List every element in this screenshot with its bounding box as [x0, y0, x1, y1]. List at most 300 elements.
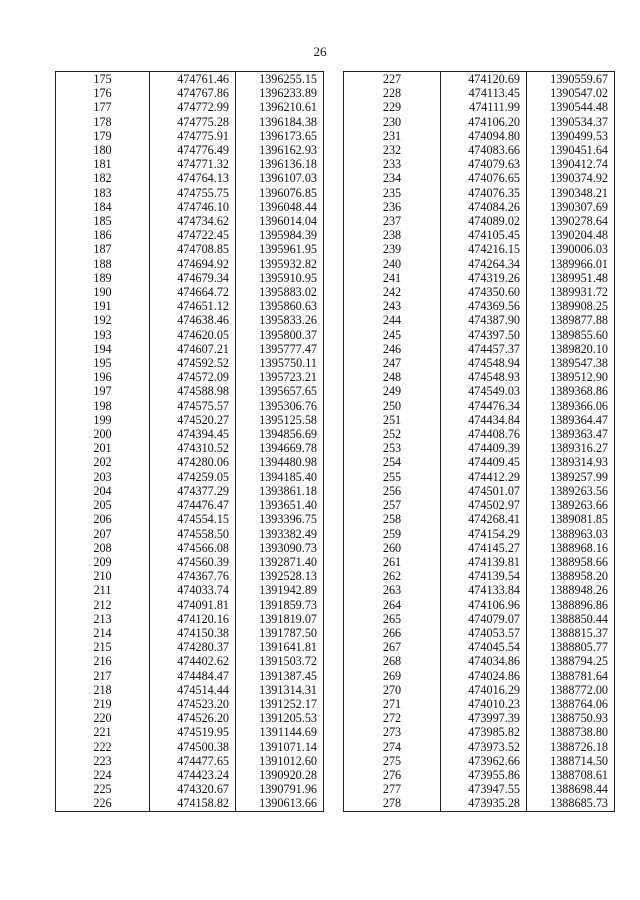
table-row [56, 484, 324, 498]
point-number-cell: 215 [56, 640, 150, 654]
point-number-cell: 227 [344, 72, 441, 87]
x-coordinate-cell: 474575.57 [150, 399, 236, 413]
point-number-cell: 261 [344, 555, 441, 569]
table-row [56, 441, 324, 455]
x-coordinate-cell: 474402.62 [150, 654, 236, 668]
table-row [56, 257, 324, 271]
y-coordinate-cell: 1396162.93 [236, 143, 324, 157]
point-number-cell: 177 [56, 100, 150, 114]
table-row [344, 370, 615, 384]
y-coordinate-cell: 1389363.47 [527, 427, 615, 441]
x-coordinate-cell: 474045.54 [441, 640, 527, 654]
y-coordinate-cell: 1395932.82 [236, 257, 324, 271]
point-number-cell: 235 [344, 186, 441, 200]
x-coordinate-cell: 474367.76 [150, 569, 236, 583]
point-number-cell: 212 [56, 598, 150, 612]
table-row [344, 171, 615, 185]
x-coordinate-cell: 474079.07 [441, 612, 527, 626]
x-coordinate-cell: 474105.45 [441, 228, 527, 242]
point-number-cell: 208 [56, 541, 150, 555]
x-coordinate-cell: 474708.85 [150, 242, 236, 256]
y-coordinate-cell: 1395910.95 [236, 271, 324, 285]
x-coordinate-cell: 474514.44 [150, 683, 236, 697]
table-row [56, 72, 324, 87]
y-coordinate-cell: 1395984.39 [236, 228, 324, 242]
y-coordinate-cell: 1389820.10 [527, 342, 615, 356]
x-coordinate-cell: 474588.98 [150, 384, 236, 398]
table-row [56, 413, 324, 427]
table-row [56, 612, 324, 626]
y-coordinate-cell: 1388764.06 [527, 697, 615, 711]
table-row [56, 100, 324, 114]
table-row [56, 143, 324, 157]
table-row [344, 598, 615, 612]
x-coordinate-cell: 474548.93 [441, 370, 527, 384]
table-row [344, 512, 615, 526]
table-row [344, 242, 615, 256]
y-coordinate-cell: 1395883.02 [236, 285, 324, 299]
point-number-cell: 234 [344, 171, 441, 185]
x-coordinate-cell: 474397.50 [441, 328, 527, 342]
x-coordinate-cell: 474053.57 [441, 626, 527, 640]
point-number-cell: 179 [56, 129, 150, 143]
y-coordinate-cell: 1395800.37 [236, 328, 324, 342]
x-coordinate-cell: 474607.21 [150, 342, 236, 356]
x-coordinate-cell: 474091.81 [150, 598, 236, 612]
x-coordinate-cell: 474280.06 [150, 455, 236, 469]
point-number-cell: 243 [344, 299, 441, 313]
x-coordinate-cell: 474139.81 [441, 555, 527, 569]
y-coordinate-cell: 1391012.60 [236, 754, 324, 768]
y-coordinate-cell: 1395657.65 [236, 384, 324, 398]
point-number-cell: 182 [56, 171, 150, 185]
point-number-cell: 232 [344, 143, 441, 157]
table-row [344, 583, 615, 597]
x-coordinate-cell: 474350.60 [441, 285, 527, 299]
y-coordinate-cell: 1396076.85 [236, 186, 324, 200]
x-coordinate-cell: 474746.10 [150, 200, 236, 214]
table-row [344, 683, 615, 697]
x-coordinate-cell: 474319.26 [441, 271, 527, 285]
point-number-cell: 211 [56, 583, 150, 597]
x-coordinate-cell: 474133.84 [441, 583, 527, 597]
x-coordinate-cell: 474387.90 [441, 313, 527, 327]
y-coordinate-cell: 1388781.64 [527, 669, 615, 683]
x-coordinate-cell: 474679.34 [150, 271, 236, 285]
x-coordinate-cell: 474423.24 [150, 768, 236, 782]
table-row [56, 796, 324, 811]
point-number-cell: 191 [56, 299, 150, 313]
table-row [56, 342, 324, 356]
y-coordinate-cell: 1388896.86 [527, 598, 615, 612]
x-coordinate-cell: 474394.45 [150, 427, 236, 441]
x-coordinate-cell: 474549.03 [441, 384, 527, 398]
point-number-cell: 181 [56, 157, 150, 171]
y-coordinate-cell: 1393396.75 [236, 512, 324, 526]
x-coordinate-cell: 474158.82 [150, 796, 236, 811]
point-number-cell: 202 [56, 455, 150, 469]
y-coordinate-cell: 1388968.16 [527, 541, 615, 555]
x-coordinate-cell: 474120.69 [441, 72, 527, 87]
y-coordinate-cell: 1389263.56 [527, 484, 615, 498]
x-coordinate-cell: 474259.05 [150, 470, 236, 484]
table-row [344, 740, 615, 754]
x-coordinate-cell: 474502.97 [441, 498, 527, 512]
y-coordinate-cell: 1389364.47 [527, 413, 615, 427]
point-number-cell: 236 [344, 200, 441, 214]
table-row [344, 640, 615, 654]
table-row [56, 725, 324, 739]
y-coordinate-cell: 1391819.07 [236, 612, 324, 626]
point-number-cell: 200 [56, 427, 150, 441]
point-number-cell: 264 [344, 598, 441, 612]
table-row [344, 612, 615, 626]
x-coordinate-cell: 473997.39 [441, 711, 527, 725]
x-coordinate-cell: 474592.52 [150, 356, 236, 370]
point-number-cell: 254 [344, 455, 441, 469]
x-coordinate-cell: 474089.02 [441, 214, 527, 228]
table-row [344, 427, 615, 441]
table-row [344, 399, 615, 413]
y-coordinate-cell: 1389855.60 [527, 328, 615, 342]
point-number-cell: 203 [56, 470, 150, 484]
point-number-cell: 206 [56, 512, 150, 526]
table-row [344, 697, 615, 711]
point-number-cell: 193 [56, 328, 150, 342]
point-number-cell: 272 [344, 711, 441, 725]
point-number-cell: 228 [344, 86, 441, 100]
point-number-cell: 195 [56, 356, 150, 370]
point-number-cell: 185 [56, 214, 150, 228]
point-number-cell: 221 [56, 725, 150, 739]
x-coordinate-cell: 474280.37 [150, 640, 236, 654]
table-row [344, 754, 615, 768]
point-number-cell: 197 [56, 384, 150, 398]
table-row [56, 711, 324, 725]
y-coordinate-cell: 1392871.40 [236, 555, 324, 569]
table-row [56, 200, 324, 214]
y-coordinate-cell: 1388805.77 [527, 640, 615, 654]
point-number-cell: 265 [344, 612, 441, 626]
x-coordinate-cell: 474755.75 [150, 186, 236, 200]
table-row [344, 356, 615, 370]
point-number-cell: 192 [56, 313, 150, 327]
table-row [56, 740, 324, 754]
y-coordinate-cell: 1396136.18 [236, 157, 324, 171]
point-number-cell: 247 [344, 356, 441, 370]
table-row [344, 654, 615, 668]
point-number-cell: 244 [344, 313, 441, 327]
table-row [344, 186, 615, 200]
y-coordinate-cell: 1396048.44 [236, 200, 324, 214]
x-coordinate-cell: 474412.29 [441, 470, 527, 484]
y-coordinate-cell: 1388815.37 [527, 626, 615, 640]
table-row [344, 299, 615, 313]
x-coordinate-cell: 474519.95 [150, 725, 236, 739]
y-coordinate-cell: 1391314.31 [236, 683, 324, 697]
point-number-cell: 262 [344, 569, 441, 583]
y-coordinate-cell: 1389081.85 [527, 512, 615, 526]
table-row [344, 228, 615, 242]
coordinates-table-right [343, 71, 615, 812]
y-coordinate-cell: 1390307.69 [527, 200, 615, 214]
y-coordinate-cell: 1396233.89 [236, 86, 324, 100]
point-number-cell: 277 [344, 782, 441, 796]
x-coordinate-cell: 474106.96 [441, 598, 527, 612]
table-row [56, 129, 324, 143]
table-row [344, 669, 615, 683]
table-row [344, 257, 615, 271]
table-row [344, 100, 615, 114]
y-coordinate-cell: 1388714.50 [527, 754, 615, 768]
x-coordinate-cell: 474572.09 [150, 370, 236, 384]
point-number-cell: 233 [344, 157, 441, 171]
y-coordinate-cell: 1394185.40 [236, 470, 324, 484]
point-number-cell: 238 [344, 228, 441, 242]
page-number: 26 [313, 44, 327, 59]
y-coordinate-cell: 1390613.66 [236, 796, 324, 811]
point-number-cell: 250 [344, 399, 441, 413]
y-coordinate-cell: 1390547.02 [527, 86, 615, 100]
table-row [344, 527, 615, 541]
table-row [344, 271, 615, 285]
y-coordinate-cell: 1396107.03 [236, 171, 324, 185]
table-row [56, 285, 324, 299]
point-number-cell: 273 [344, 725, 441, 739]
table-row [56, 782, 324, 796]
x-coordinate-cell: 474120.16 [150, 612, 236, 626]
x-coordinate-cell: 474076.65 [441, 171, 527, 185]
y-coordinate-cell: 1389316.27 [527, 441, 615, 455]
point-number-cell: 226 [56, 796, 150, 811]
x-coordinate-cell: 474076.35 [441, 186, 527, 200]
table-row [56, 470, 324, 484]
table-row [344, 285, 615, 299]
table-row [56, 271, 324, 285]
point-number-cell: 278 [344, 796, 441, 811]
point-number-cell: 194 [56, 342, 150, 356]
x-coordinate-cell: 474664.72 [150, 285, 236, 299]
x-coordinate-cell: 474369.56 [441, 299, 527, 313]
y-coordinate-cell: 1391252.17 [236, 697, 324, 711]
point-number-cell: 266 [344, 626, 441, 640]
x-coordinate-cell: 474457.37 [441, 342, 527, 356]
y-coordinate-cell: 1395961.95 [236, 242, 324, 256]
table-row [344, 711, 615, 725]
y-coordinate-cell: 1390006.03 [527, 242, 615, 256]
table-row [56, 640, 324, 654]
y-coordinate-cell: 1391387.45 [236, 669, 324, 683]
y-coordinate-cell: 1393651.40 [236, 498, 324, 512]
y-coordinate-cell: 1388685.73 [527, 796, 615, 811]
y-coordinate-cell: 1389368.86 [527, 384, 615, 398]
y-coordinate-cell: 1390544.48 [527, 100, 615, 114]
table-row [344, 143, 615, 157]
table-row [344, 498, 615, 512]
x-coordinate-cell: 474722.45 [150, 228, 236, 242]
y-coordinate-cell: 1393861.18 [236, 484, 324, 498]
point-number-cell: 188 [56, 257, 150, 271]
x-coordinate-cell: 474620.05 [150, 328, 236, 342]
point-number-cell: 241 [344, 271, 441, 285]
x-coordinate-cell: 474084.26 [441, 200, 527, 214]
table-row [56, 313, 324, 327]
x-coordinate-cell: 474560.39 [150, 555, 236, 569]
x-coordinate-cell: 474408.76 [441, 427, 527, 441]
x-coordinate-cell: 474526.20 [150, 711, 236, 725]
x-coordinate-cell: 474484.47 [150, 669, 236, 683]
x-coordinate-cell: 474761.46 [150, 72, 236, 87]
y-coordinate-cell: 1389931.72 [527, 285, 615, 299]
y-coordinate-cell: 1389257.99 [527, 470, 615, 484]
y-coordinate-cell: 1391641.81 [236, 640, 324, 654]
y-coordinate-cell: 1390348.21 [527, 186, 615, 200]
point-number-cell: 180 [56, 143, 150, 157]
y-coordinate-cell: 1389877.88 [527, 313, 615, 327]
y-coordinate-cell: 1390559.67 [527, 72, 615, 87]
x-coordinate-cell: 474216.15 [441, 242, 527, 256]
x-coordinate-cell: 474016.29 [441, 683, 527, 697]
x-coordinate-cell: 474145.27 [441, 541, 527, 555]
table-row [56, 242, 324, 256]
y-coordinate-cell: 1390374.92 [527, 171, 615, 185]
y-coordinate-cell: 1396255.15 [236, 72, 324, 87]
x-coordinate-cell: 474501.07 [441, 484, 527, 498]
x-coordinate-cell: 474776.49 [150, 143, 236, 157]
table-row [56, 598, 324, 612]
table-row [56, 527, 324, 541]
table-row [344, 342, 615, 356]
table-row [56, 370, 324, 384]
y-coordinate-cell: 1395750.11 [236, 356, 324, 370]
x-coordinate-cell: 474523.20 [150, 697, 236, 711]
point-number-cell: 210 [56, 569, 150, 583]
y-coordinate-cell: 1390278.64 [527, 214, 615, 228]
point-number-cell: 217 [56, 669, 150, 683]
x-coordinate-cell: 473935.28 [441, 796, 527, 811]
table-row [56, 697, 324, 711]
point-number-cell: 184 [56, 200, 150, 214]
y-coordinate-cell: 1391859.73 [236, 598, 324, 612]
y-coordinate-cell: 1388958.20 [527, 569, 615, 583]
x-coordinate-cell: 474434.84 [441, 413, 527, 427]
point-number-cell: 225 [56, 782, 150, 796]
y-coordinate-cell: 1391503.72 [236, 654, 324, 668]
point-number-cell: 213 [56, 612, 150, 626]
x-coordinate-cell: 474476.47 [150, 498, 236, 512]
y-coordinate-cell: 1396173.65 [236, 129, 324, 143]
y-coordinate-cell: 1395777.47 [236, 342, 324, 356]
point-number-cell: 176 [56, 86, 150, 100]
x-coordinate-cell: 473955.86 [441, 768, 527, 782]
y-coordinate-cell: 1389366.06 [527, 399, 615, 413]
y-coordinate-cell: 1394480.98 [236, 455, 324, 469]
point-number-cell: 258 [344, 512, 441, 526]
table-row [56, 626, 324, 640]
point-number-cell: 257 [344, 498, 441, 512]
y-coordinate-cell: 1388708.61 [527, 768, 615, 782]
table-row [344, 86, 615, 100]
table-row [56, 512, 324, 526]
x-coordinate-cell: 474775.28 [150, 115, 236, 129]
point-number-cell: 260 [344, 541, 441, 555]
point-number-cell: 198 [56, 399, 150, 413]
x-coordinate-cell: 474520.27 [150, 413, 236, 427]
x-coordinate-cell: 474154.29 [441, 527, 527, 541]
table-row [344, 470, 615, 484]
x-coordinate-cell: 473962.66 [441, 754, 527, 768]
point-number-cell: 256 [344, 484, 441, 498]
y-coordinate-cell: 1390534.37 [527, 115, 615, 129]
point-number-cell: 204 [56, 484, 150, 498]
point-number-cell: 255 [344, 470, 441, 484]
point-number-cell: 237 [344, 214, 441, 228]
table-row [344, 555, 615, 569]
table-row [344, 768, 615, 782]
point-number-cell: 251 [344, 413, 441, 427]
point-number-cell: 219 [56, 697, 150, 711]
x-coordinate-cell: 474268.41 [441, 512, 527, 526]
point-number-cell: 252 [344, 427, 441, 441]
point-number-cell: 209 [56, 555, 150, 569]
y-coordinate-cell: 1389547.38 [527, 356, 615, 370]
point-number-cell: 189 [56, 271, 150, 285]
table-row [344, 455, 615, 469]
y-coordinate-cell: 1390451.64 [527, 143, 615, 157]
point-number-cell: 246 [344, 342, 441, 356]
point-number-cell: 201 [56, 441, 150, 455]
table-row [56, 754, 324, 768]
y-coordinate-cell: 1394856.69 [236, 427, 324, 441]
x-coordinate-cell: 474500.38 [150, 740, 236, 754]
y-coordinate-cell: 1392528.13 [236, 569, 324, 583]
x-coordinate-cell: 474139.54 [441, 569, 527, 583]
y-coordinate-cell: 1388726.18 [527, 740, 615, 754]
y-coordinate-cell: 1390499.53 [527, 129, 615, 143]
x-coordinate-cell: 474694.92 [150, 257, 236, 271]
x-coordinate-cell: 474772.99 [150, 100, 236, 114]
point-number-cell: 248 [344, 370, 441, 384]
y-coordinate-cell: 1393090.73 [236, 541, 324, 555]
point-number-cell: 259 [344, 527, 441, 541]
point-number-cell: 175 [56, 72, 150, 87]
point-number-cell: 271 [344, 697, 441, 711]
x-coordinate-cell: 474734.62 [150, 214, 236, 228]
y-coordinate-cell: 1388963.03 [527, 527, 615, 541]
y-coordinate-cell: 1396210.61 [236, 100, 324, 114]
table-row [56, 171, 324, 185]
point-number-cell: 268 [344, 654, 441, 668]
y-coordinate-cell: 1395833.26 [236, 313, 324, 327]
point-number-cell: 216 [56, 654, 150, 668]
point-number-cell: 275 [344, 754, 441, 768]
table-row [344, 725, 615, 739]
x-coordinate-cell: 474083.66 [441, 143, 527, 157]
y-coordinate-cell: 1389314.93 [527, 455, 615, 469]
point-number-cell: 186 [56, 228, 150, 242]
table-row [56, 299, 324, 313]
y-coordinate-cell: 1395306.76 [236, 399, 324, 413]
table-row [344, 384, 615, 398]
x-coordinate-cell: 474094.80 [441, 129, 527, 143]
table-row [56, 427, 324, 441]
table-row [56, 228, 324, 242]
y-coordinate-cell: 1391942.89 [236, 583, 324, 597]
table-row [56, 569, 324, 583]
point-number-cell: 218 [56, 683, 150, 697]
point-number-cell: 276 [344, 768, 441, 782]
table-row [344, 72, 615, 87]
